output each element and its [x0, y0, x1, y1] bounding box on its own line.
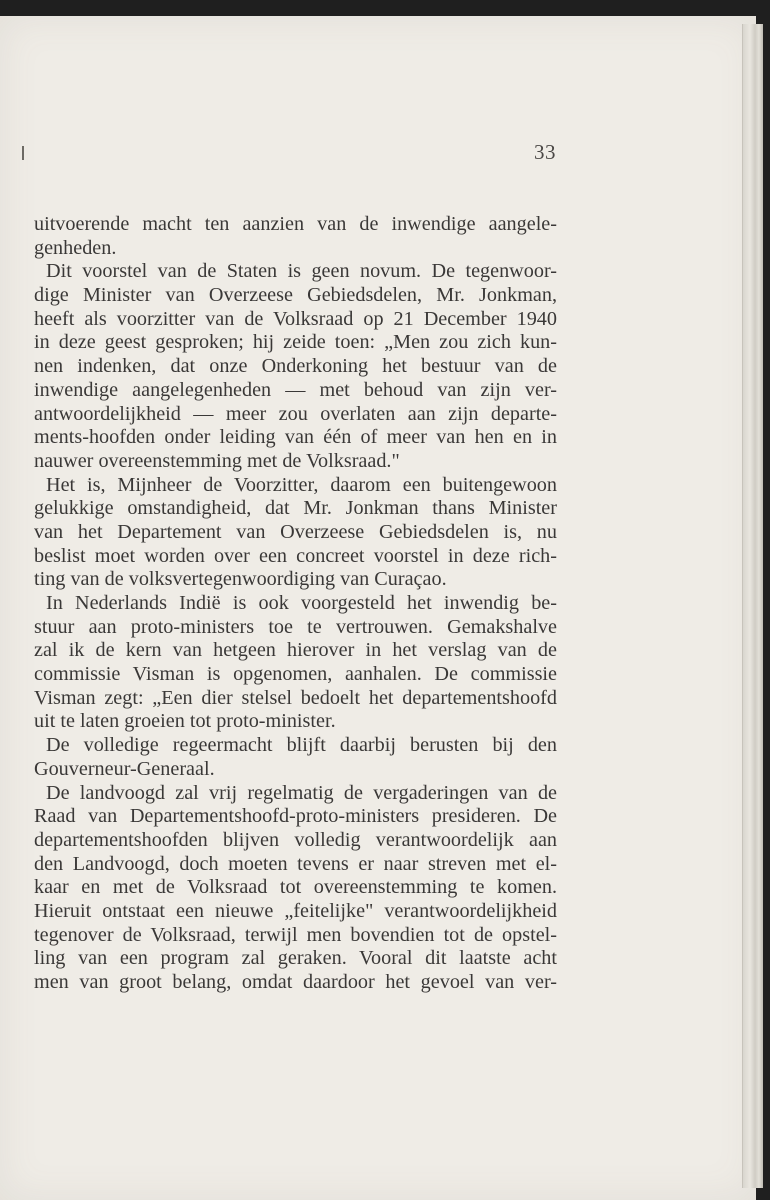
text-line: Dit voorstel van de Staten is geen novum. De tegenwoor- — [46, 260, 557, 283]
text-line: Raad van Departementshoofd-proto-ministers presideren. De — [34, 805, 557, 828]
text-line: antwoordelijkheid — meer zou overlaten aan zijn departe- — [34, 402, 557, 425]
text-line: kaar en met de Volksraad tot overeenstemming te komen. — [34, 876, 557, 899]
text-line: Hieruit ontstaat een nieuwe „feitelijke" verantwoordelijkheid — [34, 899, 557, 922]
text-line: inwendige aangelegenheden — met behoud van zijn ver- — [34, 378, 557, 401]
text-line: Visman zegt: „Een dier stelsel bedoelt het departementshoofd — [34, 686, 557, 709]
text-line: In Nederlands Indië is ook voorgesteld het inwendig be- — [46, 592, 557, 614]
text-line: ting van de volksvertegenwoordiging van Curaçao. — [34, 568, 447, 591]
page-number: 33 — [534, 140, 556, 164]
text-line: beslist moet worden over een concreet voorstel in deze rich- — [34, 544, 557, 567]
text-line: departementshoofden blijven volledig verantwoordelijk aan — [34, 828, 557, 851]
text-line: men van groot belang, omdat daardoor het gevoel van ver- — [34, 971, 557, 993]
text-line: stuur aan proto-ministers toe te vertrouwen. Gemakshalve — [34, 615, 557, 638]
margin-mark — [22, 146, 24, 160]
text-line: ments-hoofden onder leiding van één of meer van hen en in — [34, 426, 557, 449]
text-line: van het Departement van Overzeese Gebiedsdelen is, nu — [34, 520, 557, 543]
text-line: genheden. — [34, 236, 117, 259]
text-line: in deze geest gesproken; hij zeide toen: „Men zou zich kun- — [34, 331, 557, 354]
page-stack-edge — [742, 24, 763, 1188]
text-line: De volledige regeermacht blijft daarbij berusten bij den — [46, 734, 557, 757]
text-line: De landvoogd zal vrij regelmatig de vergaderingen van de — [46, 781, 557, 804]
text-line: uitvoerende macht ten aanzien van de inwendige aangele- — [34, 213, 557, 235]
text-line: nauwer overeenstemming met de Volksraad." — [34, 449, 400, 472]
text-line: Gouverneur-Generaal. — [34, 757, 215, 780]
text-line: uit te laten groeien tot proto-minister. — [34, 710, 336, 733]
text-line: zal ik de kern van hetgeen hierover in het verslag van de — [34, 639, 557, 662]
text-line: commissie Visman is opgenomen, aanhalen. De commissie — [34, 663, 557, 686]
text-line: nen indenken, dat onze Onderkoning het bestuur van de — [34, 355, 557, 378]
text-line: gelukkige omstandigheid, dat Mr. Jonkman thans Minister — [34, 497, 557, 520]
text-line: den Landvoogd, doch moeten tevens er naar streven met el- — [34, 852, 557, 875]
text-line: heeft als voorzitter van de Volksraad op 21 December 1940 — [34, 307, 557, 330]
body-text — [34, 213, 557, 995]
text-line: dige Minister van Overzeese Gebiedsdelen, Mr. Jonkman, — [34, 284, 557, 307]
text-line: Het is, Mijnheer de Voorzitter, daarom een buitengewoon — [46, 473, 557, 496]
text-line: ling van een program zal geraken. Vooral dit laatste acht — [34, 947, 557, 970]
text-line: tegenover de Volksraad, terwijl men bovendien tot de opstel- — [34, 923, 557, 946]
